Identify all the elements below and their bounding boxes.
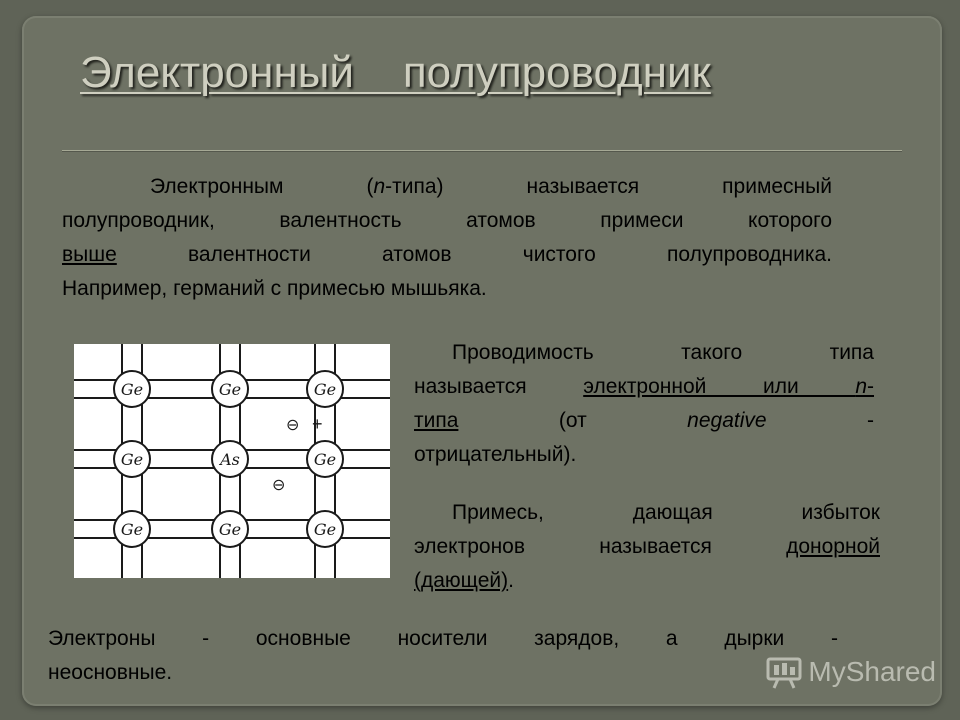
donor-line-2 xyxy=(414,530,880,564)
conductivity-term: типа xyxy=(414,409,459,432)
plus-mark: + xyxy=(312,414,323,434)
atoms-group xyxy=(114,371,343,547)
title-divider xyxy=(62,150,902,151)
projector-icon xyxy=(766,655,802,689)
conductivity-line-4: отрицательный). xyxy=(414,443,577,466)
donor-text: . xyxy=(508,569,514,592)
definition-line-1 xyxy=(62,170,832,204)
n-letter: n xyxy=(855,375,867,398)
atom-label: As xyxy=(220,450,240,469)
slide-title: Электронный полупроводник xyxy=(80,48,711,97)
definition-text: -типа) называется примесный xyxy=(385,175,832,198)
atom-label: Ge xyxy=(313,520,337,539)
atom-label: Ge xyxy=(218,520,242,539)
n-type-term xyxy=(583,375,874,398)
atom-label: Ge xyxy=(120,380,144,399)
definition-line-2: полупроводник, валентность атомов примеси которого xyxy=(62,209,832,232)
logo-text: MyShared xyxy=(808,656,936,687)
atom-label: Ge xyxy=(218,380,242,399)
atom-label: Ge xyxy=(120,520,144,539)
conductivity-line-1: Проводимость такого типа xyxy=(452,341,874,364)
conductivity-term: электронной или xyxy=(583,375,856,398)
donor-term: донорной xyxy=(786,535,880,558)
electron-mark: ⊖ xyxy=(272,477,286,494)
definition-line-3 xyxy=(62,238,832,272)
negative-word: negative xyxy=(687,409,767,432)
definition-paragraph xyxy=(62,170,832,306)
definition-line-4: Например, германий с примесью мышьяка. xyxy=(62,277,487,300)
conductivity-text: называется xyxy=(414,375,584,398)
donor-term: (дающей) xyxy=(414,569,509,592)
emphasis-higher: выше xyxy=(62,243,117,266)
n-letter: n xyxy=(373,175,386,198)
atom-label: Ge xyxy=(313,450,337,469)
conductivity-text: (от xyxy=(458,409,688,432)
carriers-paragraph xyxy=(48,622,838,690)
donor-line-3 xyxy=(414,564,880,598)
conductivity-dash: - xyxy=(867,375,874,398)
donor-paragraph xyxy=(414,496,880,598)
germanium-lattice-drawing xyxy=(74,344,390,578)
definition-text: Электронным ( xyxy=(150,175,374,198)
donor-text: электронов называется xyxy=(414,535,787,558)
conductivity-text: - xyxy=(766,409,875,432)
myshared-logo xyxy=(766,655,936,689)
conductivity-line-3 xyxy=(414,404,874,438)
carriers-line-1: Электроны - основные носители зарядов, а дырки - xyxy=(48,627,838,650)
definition-text: валентности атомов чистого полупроводника. xyxy=(116,243,832,266)
donor-line-1: Примесь, дающая избыток xyxy=(452,501,880,524)
atom-label: Ge xyxy=(313,380,337,399)
conductivity-line-2 xyxy=(414,370,874,404)
atom-label: Ge xyxy=(120,450,144,469)
electron-mark: ⊖ xyxy=(286,417,300,434)
carriers-line-2: неосновные. xyxy=(48,661,173,684)
conductivity-paragraph xyxy=(414,336,874,472)
